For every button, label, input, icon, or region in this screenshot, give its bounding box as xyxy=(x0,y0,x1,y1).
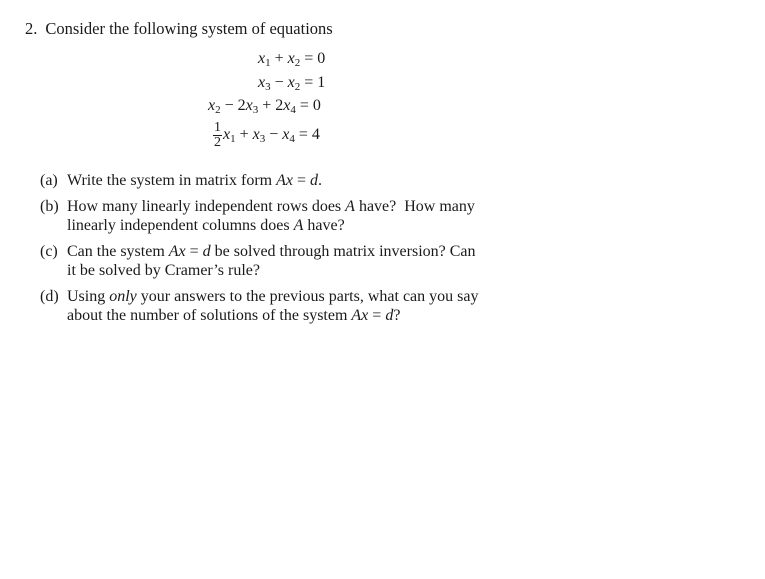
part-b xyxy=(40,197,520,235)
equation-1-rhs: 0 xyxy=(317,50,326,67)
equation-3-rhs: 0 xyxy=(312,97,321,114)
part-a-text: Write the system in matrix form Ax = d. xyxy=(67,172,322,189)
equation-4: $\frac{1}{2}$ $x_1 + x_3 - x_4 = 4$ xyxy=(214,120,320,150)
equation-2: $x_3 - x_2 = 1$ xyxy=(258,74,326,93)
part-b-line-1: How many linearly independent rows does A have? How many xyxy=(67,198,475,215)
equation-1: $x_1 + x_2 = 0$ xyxy=(258,50,326,69)
part-b-line-2: linearly independent columns does A have? xyxy=(67,217,345,234)
part-d-label: (d) xyxy=(40,288,59,305)
equation-2-rhs: 1 xyxy=(317,74,326,91)
question-intro: Consider the following system of equations xyxy=(45,19,333,38)
question-number: 2. xyxy=(25,19,38,38)
question-heading xyxy=(25,19,333,39)
part-d-line-2: about the number of solutions of the system Ax = d? xyxy=(67,307,401,324)
part-c-line-2: it be solved by Cramer’s rule? xyxy=(67,262,260,279)
part-d xyxy=(40,287,520,325)
equation-3: $x_2 - 2x_3 + 2x_4 = 0$ xyxy=(208,97,321,116)
part-a-label: (a) xyxy=(40,172,58,189)
fraction-one-half: $\frac{1}{2}$ xyxy=(214,120,221,150)
emphasis-only: only xyxy=(109,288,137,305)
part-c-label: (c) xyxy=(40,243,58,260)
equation-4-rhs: 4 xyxy=(311,126,320,144)
part-c-line-1: Can the system Ax = d be solved through matrix inversion? Can xyxy=(67,243,476,260)
part-c xyxy=(40,242,520,280)
part-a xyxy=(40,171,520,190)
part-d-line-1: Using only your answers to the previous parts, what can you say xyxy=(67,288,479,305)
part-b-label: (b) xyxy=(40,198,59,215)
